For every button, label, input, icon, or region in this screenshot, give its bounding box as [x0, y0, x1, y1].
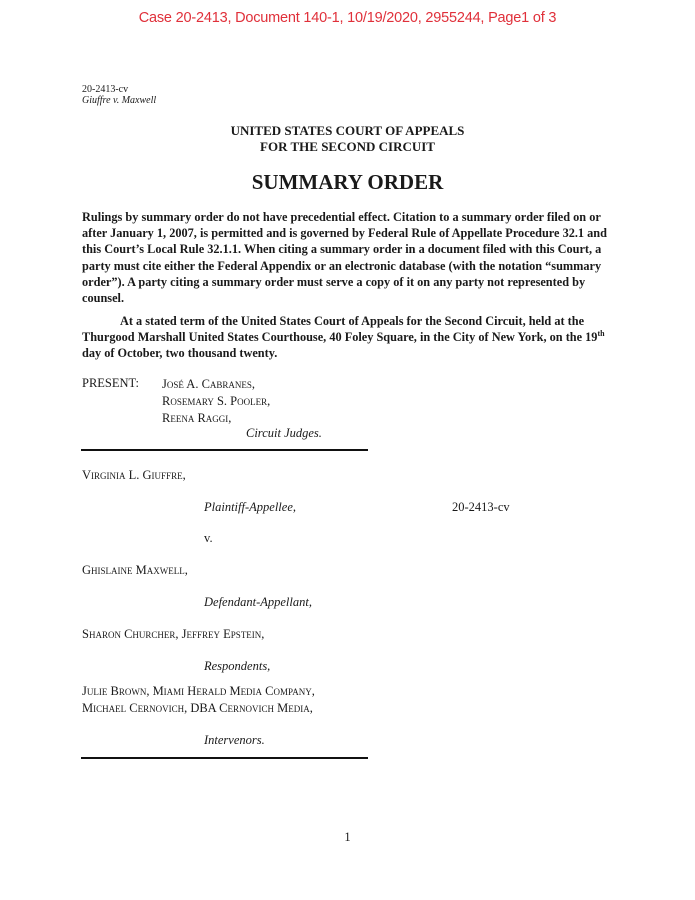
page-number: 1: [344, 830, 351, 844]
plaintiff-role: Plaintiff-Appellee,: [204, 500, 296, 514]
term-before: At a stated term of the United States Court of Appeals for the Second Circuit, held at the Thurgood Marshall United States Courthouse, 40 Foley Square, in the City of New York, on the 19: [82, 314, 598, 345]
term-statement: [82, 313, 622, 362]
judge-name: Reena Raggi,: [162, 411, 232, 425]
court-name: [0, 123, 695, 155]
respondents-role: Respondents,: [204, 659, 271, 673]
judges-list: [162, 376, 270, 427]
judge-name: José A. Cabranes,: [162, 377, 256, 391]
document-title: SUMMARY ORDER: [251, 170, 444, 194]
case-number: 20-2413-cv: [452, 500, 510, 514]
present-label: PRESENT:: [82, 376, 140, 390]
divider-rule: [81, 757, 368, 759]
precedential-notice: Rulings by summary order do not have precedential effect. Citation to a summary order filed on or after January 1, 2007, is permitted and is governed by Federal Rule of Appellate Procedure 32.1 and this Court’s Local Rule 32.1.1. When citing a summary order in a document filed with this Court, a party must cite either the Federal Appendix or an electronic database (with the notation “summary order”). A party citing a summary order must serve a copy of it on any party not represented by counsel.: [82, 210, 607, 306]
term-after: day of October, two thousand twenty.: [82, 346, 278, 361]
judges-role: Circuit Judges.: [246, 426, 322, 440]
court-name-line1: UNITED STATES COURT OF APPEALS: [230, 123, 465, 138]
plaintiff-name: Virginia L. Giuffre,: [82, 468, 186, 482]
respondents-names: Sharon Churcher, Jeffrey Epstein,: [82, 627, 265, 641]
versus: v.: [204, 531, 213, 545]
intervenors-line1: Julie Brown, Miami Herald Media Company,: [82, 684, 315, 698]
defendant-name: Ghislaine Maxwell,: [82, 563, 188, 577]
docket-number: 20-2413-cv: [82, 84, 129, 95]
short-caption: Giuffre v. Maxwell: [82, 95, 157, 106]
court-name-line2: FOR THE SECOND CIRCUIT: [260, 139, 435, 154]
divider-rule: [81, 449, 368, 451]
term-sup: th: [597, 329, 605, 339]
intervenors-line2: Michael Cernovich, DBA Cernovich Media,: [82, 701, 313, 715]
judge-name: Rosemary S. Pooler,: [162, 394, 271, 408]
defendant-role: Defendant-Appellant,: [204, 595, 312, 609]
case-header-stamp: Case 20-2413, Document 140-1, 10/19/2020, 2955244, Page1 of 3: [138, 10, 557, 26]
intervenors-role: Intervenors.: [204, 733, 265, 747]
